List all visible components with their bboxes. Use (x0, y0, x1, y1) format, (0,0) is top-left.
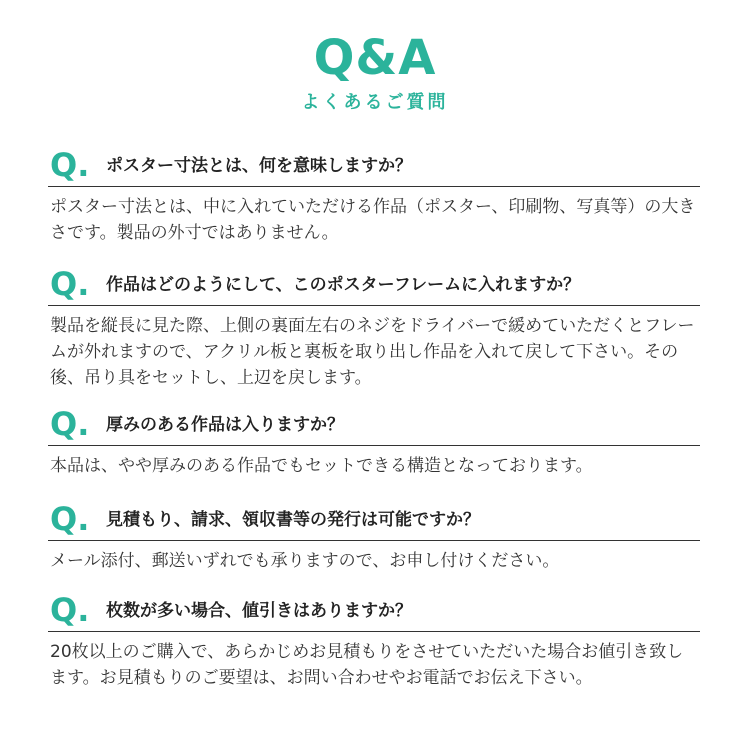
faq-item-3 (48, 405, 700, 479)
q-mark-icon: Q. (50, 591, 90, 629)
page-header (0, 28, 750, 116)
faq-question-row (48, 500, 700, 541)
faq-item-1 (48, 146, 700, 246)
page-title: Q&A (313, 30, 437, 86)
faq-question-row (48, 265, 700, 306)
q-mark-icon: Q. (50, 265, 90, 303)
faq-question-row (48, 146, 700, 187)
faq-question: 見積もり、請求、領収書等の発行は可能ですか？ (106, 510, 480, 530)
page-subtitle: よくあるご質問 (301, 92, 449, 113)
faq-question: 枚数が多い場合、値引きはありますか？ (106, 601, 412, 621)
faq-answer: ポスター寸法とは、中に入れていただける作品（ポスター、印刷物、写真等）の大きさです。製品の外寸ではありません。 (50, 197, 696, 243)
faq-question: ポスター寸法とは、何を意味しますか？ (106, 156, 412, 176)
faq-answer: メール添付、郵送いずれでも承りますので、お申し付けください。 (50, 551, 560, 571)
faq-item-2 (48, 265, 700, 391)
faq-item-4 (48, 500, 700, 574)
q-mark-icon: Q. (50, 146, 90, 184)
faq-question: 厚みのある作品は入りますか？ (106, 415, 344, 435)
faq-answer: 本品は、やや厚みのある作品でもセットできる構造となっております。 (50, 456, 593, 476)
faq-answer: 製品を縦長に見た際、上側の裏面左右のネジをドライバーで緩めていただくとフレームが外れますので、アクリル板と裏板を取り出し作品を入れて戻して下さい。その後、吊り具をセットし、上辺を戻します。 (50, 316, 695, 388)
q-mark-icon: Q. (50, 500, 90, 538)
faq-item-5 (48, 591, 700, 691)
faq-question: 作品はどのようにして、このポスターフレームに入れますか？ (106, 275, 581, 295)
q-mark-icon: Q. (50, 405, 90, 443)
faq-question-row (48, 405, 700, 446)
faq-answer: 20枚以上のご購入で、あらかじめお見積もりをさせていただいた場合お値引き致します。お見積もりのご要望は、お問い合わせやお電話でお伝え下さい。 (50, 642, 684, 688)
faq-question-row (48, 591, 700, 632)
